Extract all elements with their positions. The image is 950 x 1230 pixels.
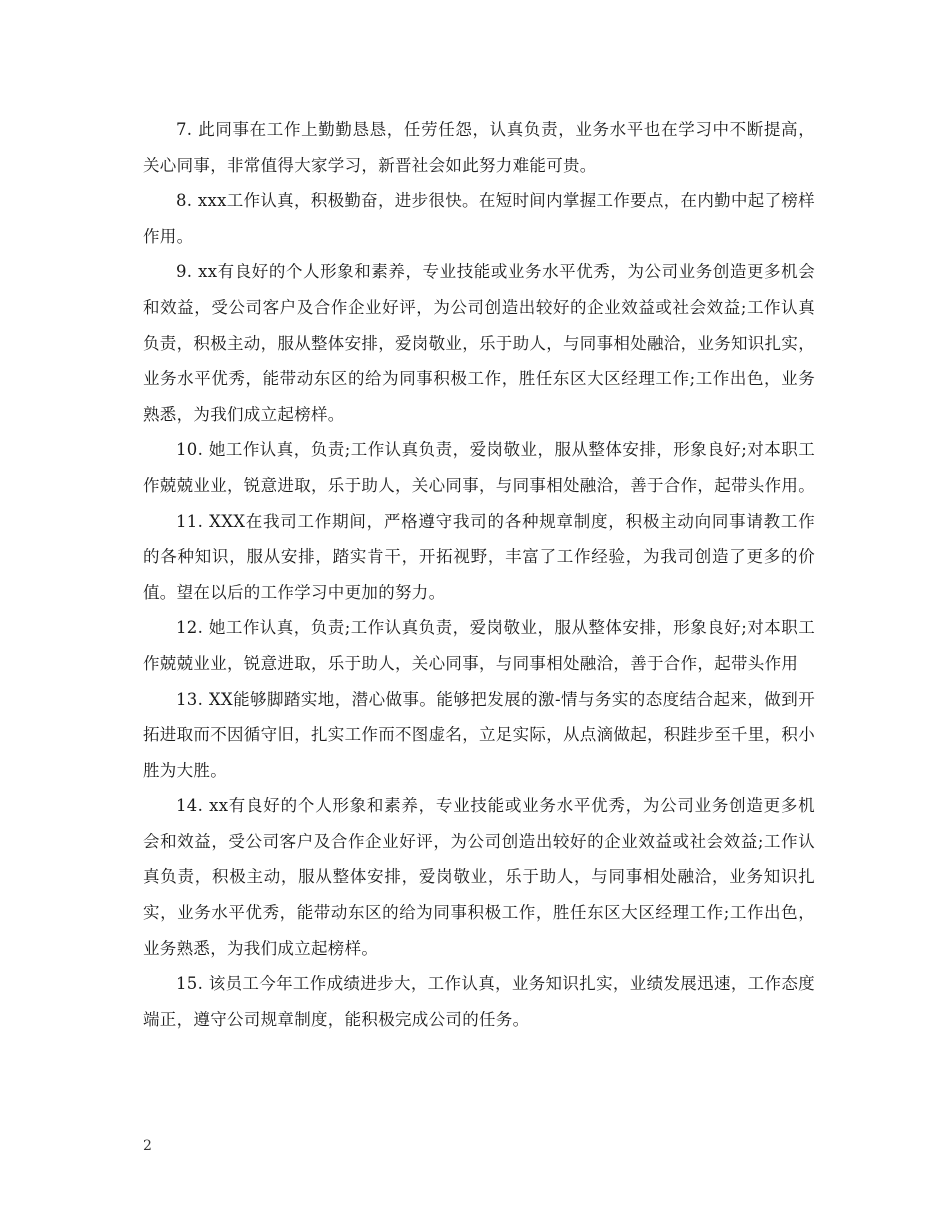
page-number: 2: [143, 1138, 152, 1154]
paragraph-12: 12. 她工作认真，负责;工作认真负责，爱岗敬业，服从整体安排，形象良好;对本职工作兢兢业业，锐意进取，乐于助人，关心同事，与同事相处融洽，善于合作，起带头作用: [143, 618, 815, 673]
paragraph-8: 8. xxx工作认真，积极勤奋，进步很快。在短时间内掌握工作要点，在内勤中起了榜样作用。: [143, 191, 815, 246]
document-body: [143, 112, 815, 1037]
paragraph-9: 9. xx有良好的个人形象和素养，专业技能或业务水平优秀，为公司业务创造更多机会和效益，受公司客户及合作企业好评，为公司创造出较好的企业效益或社会效益;工作认真负责，积极主动，服从整体安排，爱岗敬业，乐于助人，与同事相处融洽，业务知识扎实，业务水平优秀，能带动东区的给为同事积极工作，胜任东区大区经理工作;工作出色，业务熟悉，为我们成立起榜样。: [143, 262, 815, 424]
paragraph-13: 13. XX能够脚踏实地，潜心做事。能够把发展的激-情与务实的态度结合起来，做到开拓进取而不因循守旧，扎实工作而不图虚名，立足实际，从点滴做起，积跬步至千里，积小胜为大胜。: [143, 689, 815, 780]
paragraph-14: 14. xx有良好的个人形象和素养，专业技能或业务水平优秀，为公司业务创造更多机会和效益，受公司客户及合作企业好评，为公司创造出较好的企业效益或社会效益;工作认真负责，积极主动，服从整体安排，爱岗敬业，乐于助人，与同事相处融洽，业务知识扎实，业务水平优秀，能带动东区的给为同事积极工作，胜任东区大区经理工作;工作出色，业务熟悉，为我们成立起榜样。: [143, 796, 815, 958]
paragraph-11: 11. XXX在我司工作期间，严格遵守我司的各种规章制度，积极主动向同事请教工作的各种知识，服从安排，踏实肯干，开拓视野，丰富了工作经验，为我司创造了更多的价值。望在以后的工作学习中更加的努力。: [143, 511, 815, 602]
paragraph-10: 10. 她工作认真，负责;工作认真负责，爱岗敬业，服从整体安排，形象良好;对本职工作兢兢业业，锐意进取，乐于助人，关心同事，与同事相处融洽，善于合作，起带头作用。: [143, 440, 815, 495]
paragraph-15: 15. 该员工今年工作成绩进步大，工作认真，业务知识扎实，业绩发展迅速，工作态度端正，遵守公司规章制度，能积极完成公司的任务。: [143, 974, 815, 1029]
paragraph-7: 7. 此同事在工作上勤勤恳恳，任劳任怨，认真负责，业务水平也在学习中不断提高，关心同事，非常值得大家学习，新晋社会如此努力难能可贵。: [143, 120, 815, 175]
